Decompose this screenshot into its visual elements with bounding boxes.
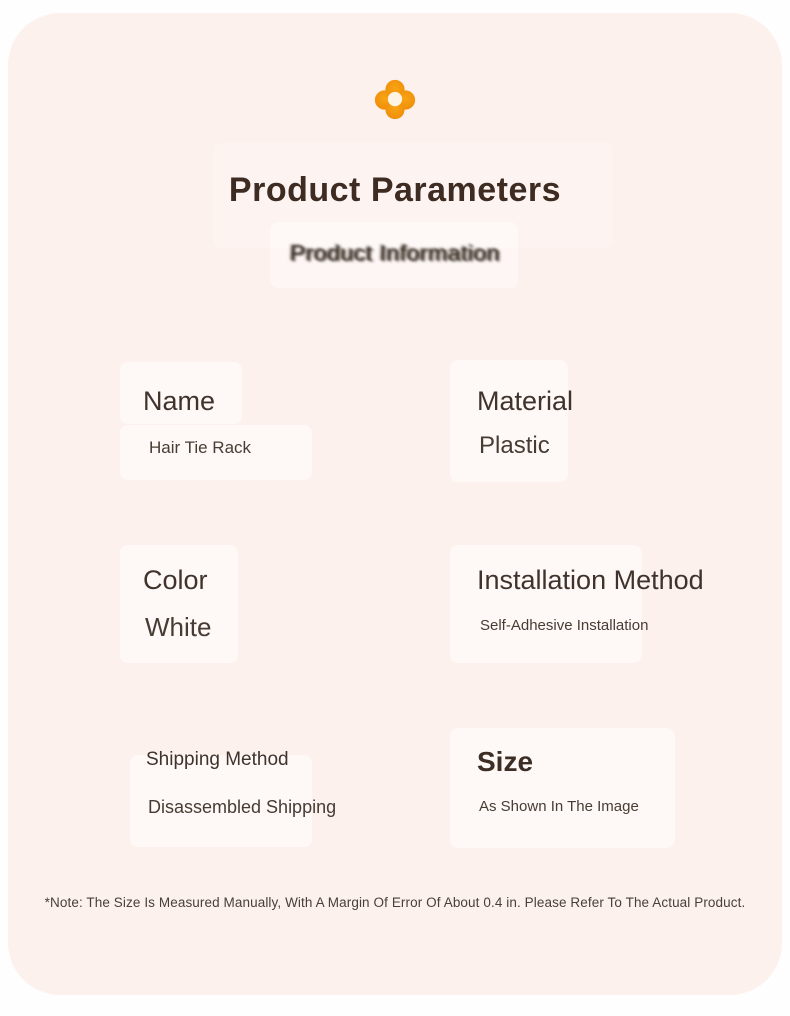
- param-label-name: Name: [143, 386, 216, 416]
- page-subtitle: Product Information: [289, 240, 501, 266]
- measurement-note: *Note: The Size Is Measured Manually, With A Margin Of Error Of About 0.4 in. Please Refer To The Actual Product.: [44, 895, 746, 910]
- param-value-color: White: [145, 612, 212, 642]
- param-cell-color: [143, 563, 211, 643]
- param-label-material: Material: [477, 386, 574, 416]
- param-label-size: Size: [477, 746, 534, 777]
- param-value-name: Hair Tie Rack: [149, 438, 252, 457]
- param-value-installation-method: Self-Adhesive Installation: [480, 617, 649, 634]
- param-cell-size: [477, 743, 639, 815]
- param-cell-installation-method: [477, 563, 704, 634]
- param-value-material: Plastic: [479, 432, 550, 459]
- param-cell-name: [143, 384, 251, 458]
- param-value-size: As Shown In The Image: [479, 798, 639, 815]
- param-cell-material: [477, 384, 573, 460]
- flower-icon: [372, 77, 418, 123]
- param-cell-shipping-method: [146, 747, 336, 818]
- param-label-color: Color: [143, 565, 208, 595]
- page-title: Product Parameters: [228, 171, 562, 209]
- product-parameters-card: [8, 13, 782, 995]
- param-value-shipping-method: Disassembled Shipping: [148, 797, 337, 817]
- param-label-shipping-method: Shipping Method: [146, 749, 289, 770]
- param-label-installation-method: Installation Method: [477, 565, 704, 595]
